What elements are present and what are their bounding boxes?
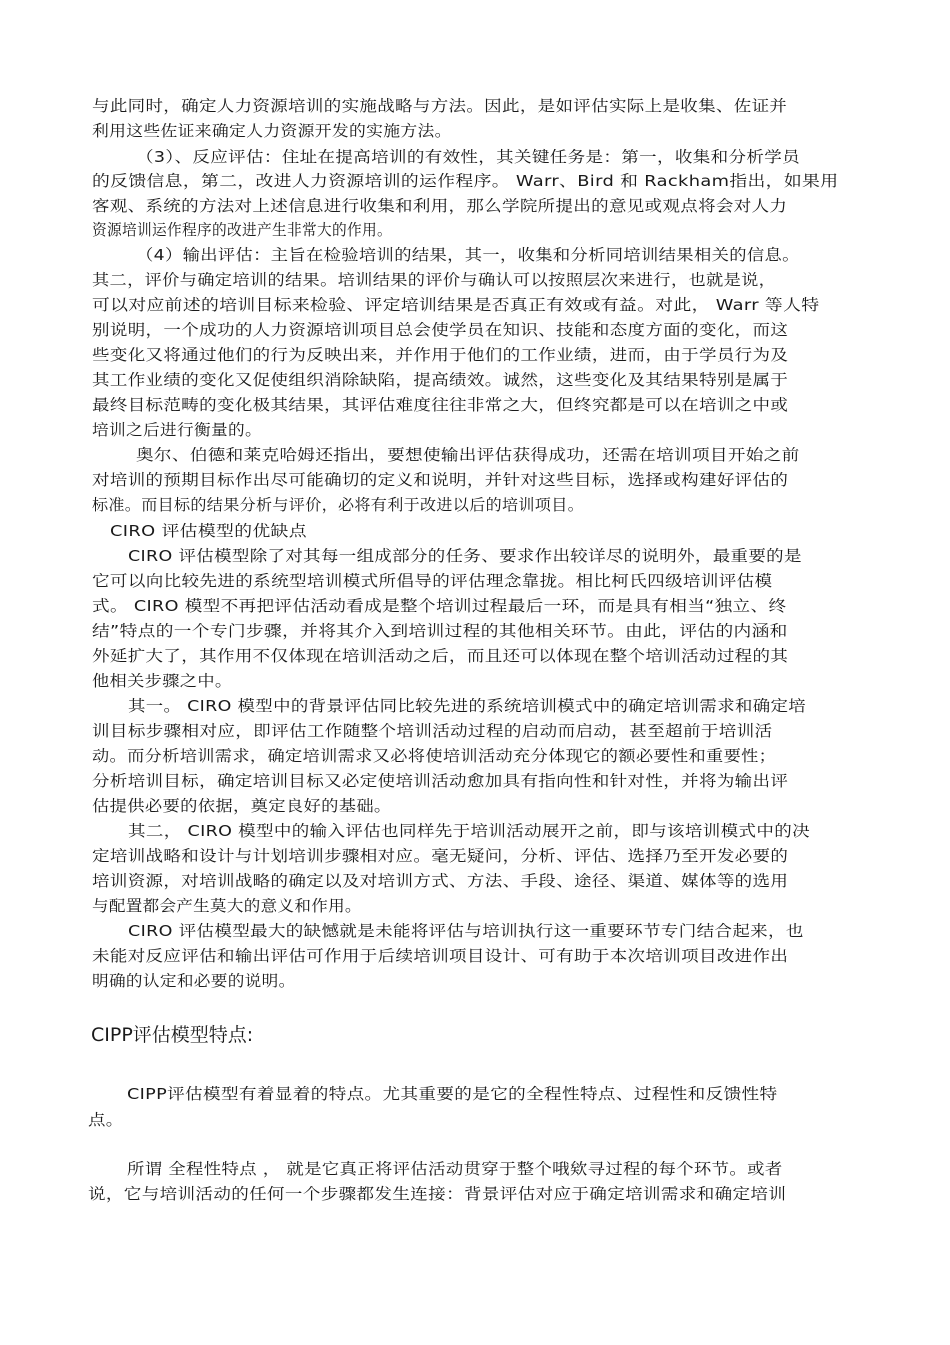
text-line: 的反馈信息，第二，改进人力资源培训的运作程序。 Warr、Bird 和 Rackham指出，如果用 [92,172,839,190]
text-line: （3）、反应评估：住址在提高培训的有效性，其关键任务是：第一，收集和分析学员 [136,148,801,166]
text-line: 外延扩大了，其作用不仅体现在培训活动之后，而且还可以体现在整个培训活动过程的其 [92,647,789,665]
text-line: 客观、系统的方法对上述信息进行收集和利用，那么学院所提出的意见或观点将会对人力 [92,197,788,215]
text-line: 利用这些佐证来确定人力资源开发的实施方法。 [92,122,452,140]
text-line: 培训之后进行衡量的。 [92,421,263,439]
text-line: （4）输出评估：主旨在检验培训的结果，其一，收集和分析同培训结果相关的信息。 [136,246,800,264]
text-line: 式。 CIRO 模型不再把评估活动看成是整个培训过程最后一环，而是具有相当“独立、终 [92,597,787,615]
text-line: 点。 [88,1111,124,1129]
text-line: 它可以向比较先进的系统型培训模式所倡导的评估理念靠拢。相比柯氏四级培训评估模 [92,572,773,590]
text-line: 奥尔、伯德和莱克哈姆还指出，要想使输出评估获得成功，还需在培训项目开始之前 [136,446,800,464]
text-line: 动。而分析培训需求，确定培训需求又必将使培训活动充分体现它的额必要性和重要性； [92,747,777,765]
text-line: 定培训战略和设计与计划培训步骤相对应。毫无疑问，分析、评估、选择乃至开发必要的 [92,847,789,865]
text-line: 些变化又将通过他们的行为反映出来，并作用于他们的工作业绩，进而，由于学员行为及 [92,346,789,364]
text-line: 其二，评价与确定培训的结果。培训结果的评价与确认可以按照层次来进行，也就是说， [92,271,777,289]
text-line: CIRO 评估模型的优缺点 [110,522,307,540]
text-line: 结”特点的一个专门步骤，并将其介入到培训过程的其他相关环节。由此，评估的内涵和 [92,622,788,640]
text-line: 估提供必要的依据，奠定良好的基础。 [92,797,392,815]
text-line: 明确的认定和必要的说明。 [92,972,296,990]
text-line: 别说明，一个成功的人力资源培训项目总会使学员在知识、技能和态度方面的变化，而这 [92,321,789,339]
text-line: 对培训的预期目标作出尽可能确切的定义和说明，并针对这些目标，选择或构建好评估的 [92,471,789,489]
text-line: 培训资源，对培训战略的确定以及对培训方式、方法、手段、途径、渠道、媒体等的选用 [92,872,789,890]
text-line: 未能对反应评估和输出评估可作用于后续培训项目设计、可有助于本次培训项目改进作出 [92,947,789,965]
text-line: 与配置都会产生莫大的意义和作用。 [92,897,362,915]
text-line: 与此同时，确定人力资源培训的实施战略与方法。因此，是如评估实际上是收集、佐证并 [92,97,788,115]
text-line: 资源培训运作程序的改进产生非常大的作用。 [92,221,393,239]
text-line: 他相关步骤之中。 [92,672,233,690]
text-line: 其一。 CIRO 模型中的背景评估同比较先进的系统培训模式中的确定培训需求和确定培 [128,697,807,715]
text-line: 标准。而目标的结果分析与评价，必将有利于改进以后的培训项目。 [92,496,585,514]
text-line: 说，它与培训活动的任何一个步骤都发生连接：背景评估对应于确定培训需求和确定培训 [88,1185,787,1203]
text-line: CIPP评估模型有着显着的特点。尤其重要的是它的全程性特点、过程性和反馈性特 [127,1085,778,1103]
text-line: 最终目标范畴的变化极其结果，其评估难度往往非常之大，但终究都是可以在培训之中或 [92,396,789,414]
text-line: 训目标步骤相对应，即评估工作随整个培训活动过程的启动而启动，甚至超前于培训活 [92,722,773,740]
text-line: 其二， CIRO 模型中的输入评估也同样先于培训活动展开之前，即与该培训模式中的决 [128,822,811,840]
text-line: 分析培训目标，确定培训目标又必定使培训活动愈加具有指向性和针对性，并将为输出评 [92,772,789,790]
text-line: 其工作业绩的变化又促使组织消除缺陷，提高绩效。诚然，这些变化及其结果特别是属于 [92,371,789,389]
text-line: CIRO 评估模型最大的缺憾就是未能将评估与培训执行这一重要环节专门结合起来，也 [128,922,804,940]
text-line: 所谓 全程性特点 ， 就是它真正将评估活动贯穿于整个哦欸寻过程的每个环节。或者 [127,1160,783,1178]
text-line: 可以对应前述的培训目标来检验、评定培训结果是否真正有效或有益。对此， Warr 等人特 [92,296,820,314]
section-heading: CIPP评估模型特点: [91,1024,254,1046]
text-line: CIRO 评估模型除了对其每一组成部分的任务、要求作出较详尽的说明外，最重要的是 [128,547,802,565]
